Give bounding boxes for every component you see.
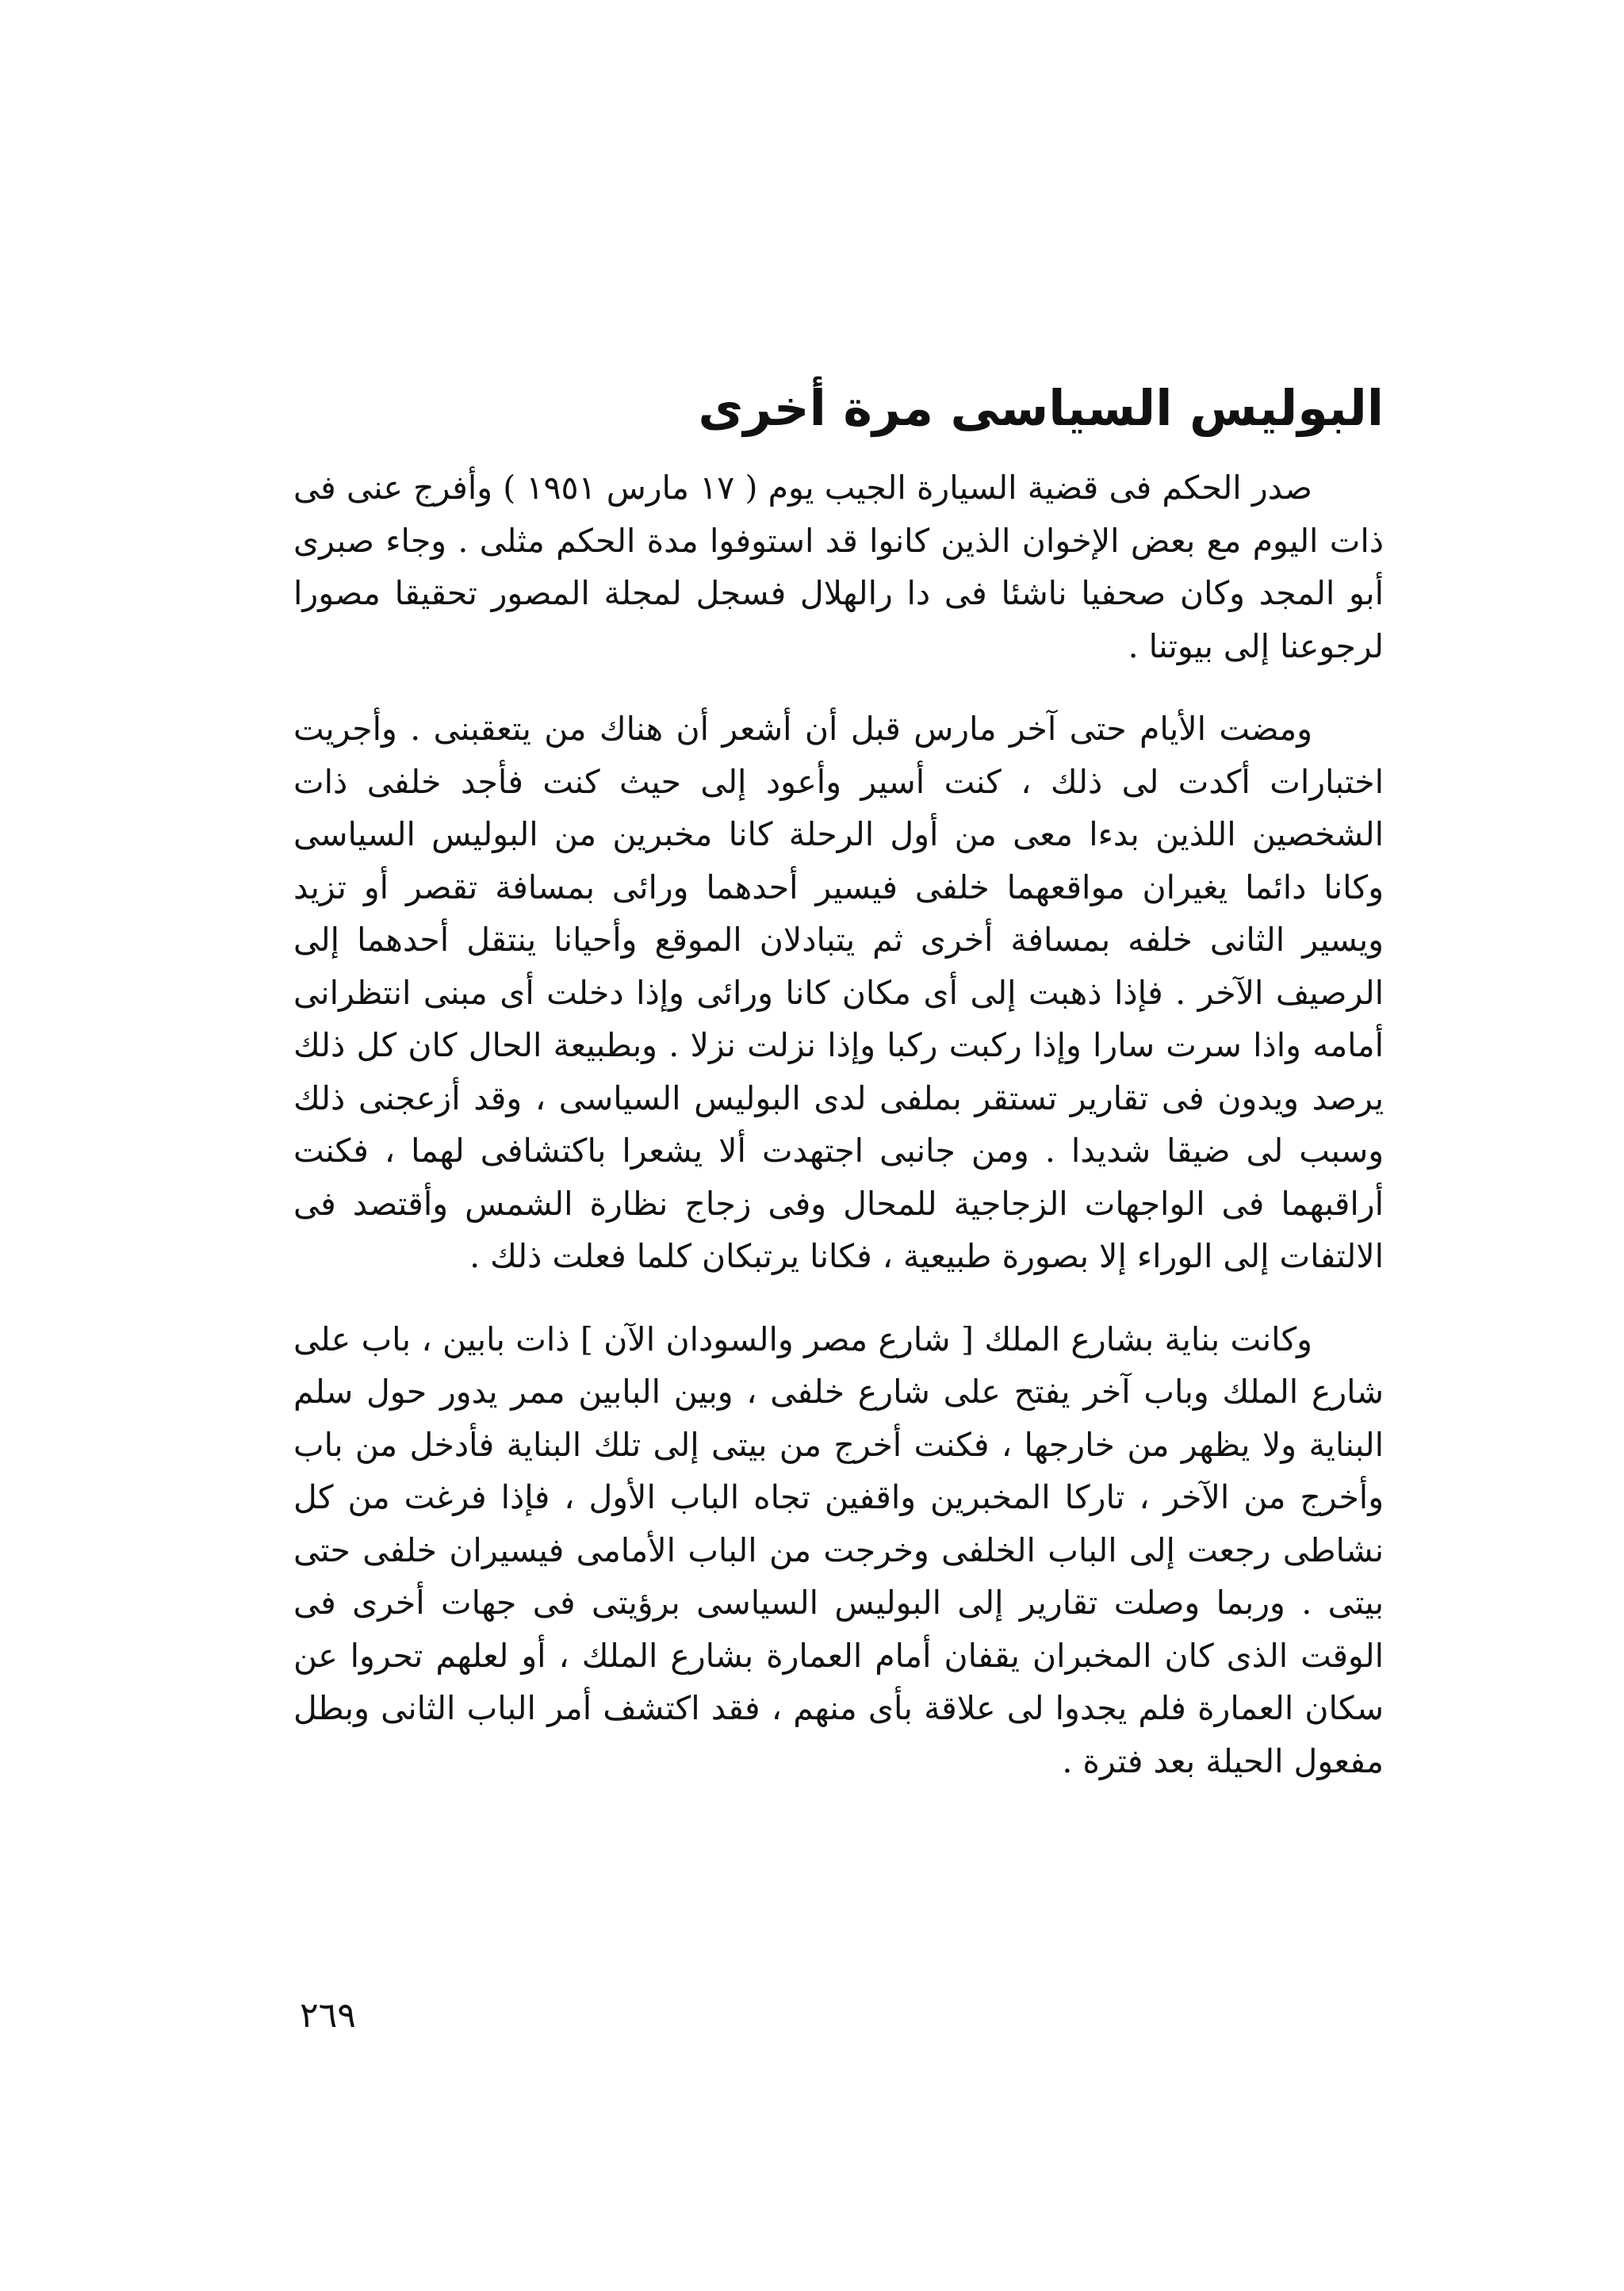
- page-body: [293, 373, 1384, 1787]
- paragraph-3: وكانت بناية بشارع الملك [ شارع مصر والسودان الآن ] ذات بابين ، باب على شارع الملك وباب آخر يفتح على شارع خلفى ، وبين البابين ممر يدور حول سلم البناية ولا يظهر من خارجها ، فكنت أخرج من بيتى إلى تلك البناية فأدخل من باب وأخرج من الآخر ، تاركا المخبرين واقفين تجاه الباب الأول ، فإذا فرغت من كل نشاطى رجعت إلى الباب الخلفى وخرجت من الباب الأمامى فيسيران خلفى حتى بيتى . وربما وصلت تقارير إلى البوليس السياسى برؤيتى فى جهات أخرى فى الوقت الذى كان المخبران يقفان أمام العمارة بشارع الملك ، أو لعلهم تحروا عن سكان العمارة فلم يجدوا لى علاقة بأى منهم ، فقد اكتشف أمر الباب الثانى وبطل مفعول الحيلة بعد فترة .: [293, 1320, 1384, 1780]
- chapter-title: البوليس السياسى مرة أخرى: [698, 379, 1384, 437]
- paragraph-1: صدر الحكم فى قضية السيارة الجيب يوم ( ١٧ مارس ١٩٥١ ) وأفرج عنى فى ذات اليوم مع بعض الإخوان الذين كانوا قد استوفوا مدة الحكم مثلى . وجاء صبرى أبو المجد وكان صحفيا ناشئا فى دا رالهلال فسجل لمجلة المصور تحقيقا مصورا لرجوعنا إلى بيوتنا .: [293, 469, 1384, 665]
- page-number: ٢٦٩: [300, 1995, 356, 2036]
- paragraph-2: ومضت الأيام حتى آخر مارس قبل أن أشعر أن هناك من يتعقبنى . وأجريت اختبارات أكدت لى ذلك ، كنت أسير وأعود إلى حيث كنت فأجد خلفى ذات الشخصين اللذين بدءا معى من أول الرحلة كانا مخبرين من البوليس السياسى وكانا دائما يغيران مواقعهما خلفى فيسير أحدهما ورائى بمسافة تقصر أو تزيد ويسير الثانى خلفه بمسافة أخرى ثم يتبادلان الموقع وأحيانا ينتقل أحدهما إلى الرصيف الآخر . فإذا ذهبت إلى أى مكان كانا ورائى وإذا دخلت أى مبنى انتظرانى أمامه واذا سرت سارا وإذا ركبت ركبا وإذا نزلت نزلا . وبطبيعة الحال كان كل ذلك يرصد ويدون فى تقارير تستقر بملفى لدى البوليس السياسى ، وقد أزعجنى ذلك وسبب لى ضيقا شديدا . ومن جانبى اجتهدت ألا يشعرا باكتشافى لهما ، فكنت أراقبهما فى الواجهات الزجاجية للمحال وفى زجاج نظارة الشمس وأقتصد فى الالتفات إلى الوراء إلا بصورة طبيعية ، فكانا يرتبكان كلما فعلت ذلك .: [293, 710, 1384, 1275]
